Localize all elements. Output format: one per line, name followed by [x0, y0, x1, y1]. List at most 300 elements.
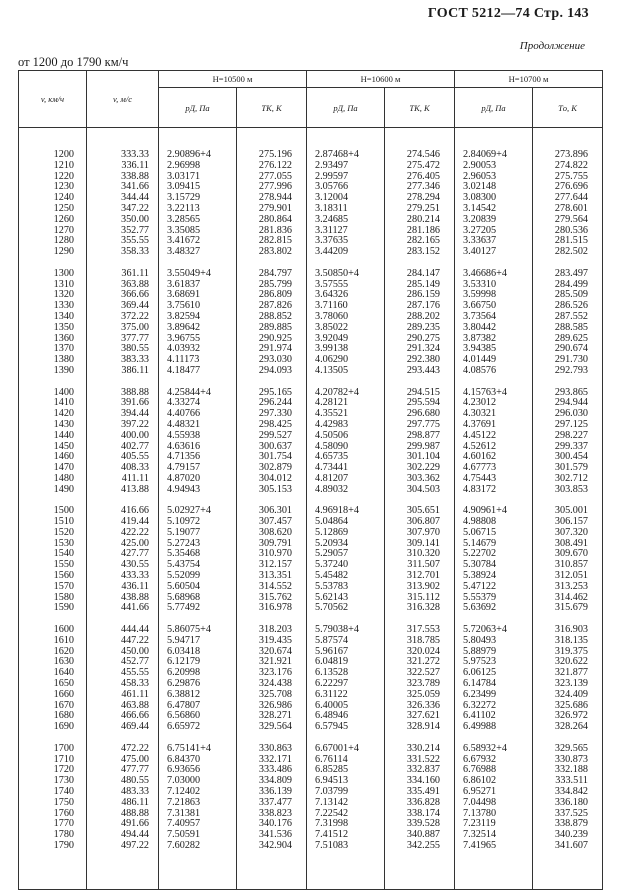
cell-pressure: 3.02148	[455, 182, 533, 193]
cell-temperature: 320.024	[385, 647, 455, 658]
cell-pressure: 6.56860	[159, 711, 237, 722]
cell-v-kmh: 1620	[19, 647, 87, 658]
cell-v-ms: 433.33	[87, 571, 159, 582]
cell-temperature: 323.789	[385, 679, 455, 690]
cell-temperature: 315.112	[385, 593, 455, 604]
cell-temperature: 277.346	[385, 182, 455, 193]
cell-temperature: 304.012	[237, 474, 307, 485]
cell-v-kmh: 1370	[19, 344, 87, 355]
cell-temperature: 310.857	[533, 560, 603, 571]
cell-v-kmh: 1480	[19, 474, 87, 485]
cell-v-ms: 422.22	[87, 528, 159, 539]
table-row	[19, 128, 603, 161]
cell-temperature: 318.135	[533, 636, 603, 647]
table-row	[19, 711, 603, 722]
cell-pressure: 3.31127	[307, 226, 385, 237]
cell-v-ms: 430.55	[87, 560, 159, 571]
cell-pressure: 3.05766	[307, 182, 385, 193]
cell-pressure: 6.95271	[455, 787, 533, 798]
cell-pressure: 6.75141+4	[159, 744, 237, 755]
group-spacer	[19, 377, 603, 388]
cell-v-kmh: 1750	[19, 798, 87, 809]
table-row	[19, 744, 603, 755]
cell-v-kmh: 1320	[19, 290, 87, 301]
cell-pressure: 3.41672	[159, 236, 237, 247]
cell-temperature: 326.336	[385, 701, 455, 712]
cell-temperature: 310.970	[237, 549, 307, 560]
cell-temperature: 286.809	[237, 290, 307, 301]
cell-v-kmh: 1210	[19, 161, 87, 172]
cell-temperature: 287.176	[385, 301, 455, 312]
cell-temperature: 305.651	[385, 506, 455, 517]
cell-v-ms: 397.22	[87, 420, 159, 431]
cell-temperature: 282.502	[533, 247, 603, 258]
cell-v-ms: 491.66	[87, 819, 159, 830]
table-row	[19, 161, 603, 172]
cell-temperature: 326.986	[237, 701, 307, 712]
cell-pressure: 4.13505	[307, 366, 385, 377]
cell-temperature: 336.139	[237, 787, 307, 798]
cell-pressure: 2.96053	[455, 172, 533, 183]
spacer-cell	[19, 614, 87, 625]
cell-pressure: 7.21863	[159, 798, 237, 809]
cell-v-kmh: 1780	[19, 830, 87, 841]
cell-temperature: 295.165	[237, 388, 307, 399]
cell-v-kmh: 1310	[19, 280, 87, 291]
cell-temperature: 332.837	[385, 765, 455, 776]
cell-pressure: 3.28565	[159, 215, 237, 226]
cell-temperature: 316.328	[385, 603, 455, 614]
cell-v-kmh: 1690	[19, 722, 87, 733]
cell-temperature: 308.491	[533, 539, 603, 550]
col-group-10700: H=10700 м	[455, 71, 603, 88]
cell-pressure: 5.53783	[307, 582, 385, 593]
cell-pressure: 5.30784	[455, 560, 533, 571]
table-row	[19, 409, 603, 420]
table-row	[19, 182, 603, 193]
cell-v-ms: 350.00	[87, 215, 159, 226]
cell-pressure: 5.19077	[159, 528, 237, 539]
cell-v-kmh: 1240	[19, 193, 87, 204]
cell-v-kmh: 1270	[19, 226, 87, 237]
cell-v-kmh: 1430	[19, 420, 87, 431]
cell-pressure: 5.55379	[455, 593, 533, 604]
cell-pressure: 5.70562	[307, 603, 385, 614]
cell-v-ms: 355.55	[87, 236, 159, 247]
cell-temperature: 299.337	[533, 442, 603, 453]
cell-pressure: 4.52612	[455, 442, 533, 453]
cell-v-kmh: 1730	[19, 776, 87, 787]
cell-temperature: 283.152	[385, 247, 455, 258]
cell-temperature: 302.879	[237, 463, 307, 474]
cell-temperature: 274.822	[533, 161, 603, 172]
table-row	[19, 528, 603, 539]
cell-pressure: 5.20934	[307, 539, 385, 550]
cell-temperature: 307.970	[385, 528, 455, 539]
cell-pressure: 5.96167	[307, 647, 385, 658]
cell-temperature: 281.515	[533, 236, 603, 247]
cell-pressure: 3.27205	[455, 226, 533, 237]
cell-pressure: 3.66750	[455, 301, 533, 312]
cell-v-ms: 361.11	[87, 269, 159, 280]
cell-v-kmh: 1700	[19, 744, 87, 755]
cell-temperature: 279.564	[533, 215, 603, 226]
table-row	[19, 603, 603, 614]
table-row	[19, 582, 603, 593]
cell-pressure: 4.60162	[455, 452, 533, 463]
cell-pressure: 3.80442	[455, 323, 533, 334]
cell-temperature: 330.873	[533, 755, 603, 766]
cell-temperature: 294.515	[385, 388, 455, 399]
cell-temperature: 312.051	[533, 571, 603, 582]
cell-pressure: 3.96755	[159, 334, 237, 345]
spacer-cell	[455, 377, 533, 388]
cell-temperature: 280.214	[385, 215, 455, 226]
cell-pressure: 3.44209	[307, 247, 385, 258]
cell-pressure: 3.15729	[159, 193, 237, 204]
cell-v-kmh: 1230	[19, 182, 87, 193]
cell-temperature: 297.125	[533, 420, 603, 431]
table-row	[19, 226, 603, 237]
cell-temperature: 283.802	[237, 247, 307, 258]
cell-temperature: 293.865	[533, 388, 603, 399]
cell-temperature: 324.438	[237, 679, 307, 690]
cell-temperature: 318.203	[237, 625, 307, 636]
cell-pressure: 4.98808	[455, 517, 533, 528]
cell-v-kmh: 1440	[19, 431, 87, 442]
cell-pressure: 3.46686+4	[455, 269, 533, 280]
cell-pressure: 6.58932+4	[455, 744, 533, 755]
cell-v-kmh: 1760	[19, 809, 87, 820]
continuation-note: Продолжение	[519, 40, 585, 52]
cell-pressure: 3.35085	[159, 226, 237, 237]
cell-v-ms: 375.00	[87, 323, 159, 334]
cell-v-ms: 400.00	[87, 431, 159, 442]
cell-temperature: 313.351	[237, 571, 307, 582]
table-row	[19, 344, 603, 355]
cell-temperature: 309.791	[237, 539, 307, 550]
cell-pressure: 6.40005	[307, 701, 385, 712]
col-header-pressure: pД, Па	[159, 88, 237, 128]
cell-pressure: 5.94717	[159, 636, 237, 647]
table-row	[19, 312, 603, 323]
cell-pressure: 5.77492	[159, 603, 237, 614]
table-row	[19, 334, 603, 345]
cell-pressure: 3.99138	[307, 344, 385, 355]
cell-temperature: 292.793	[533, 366, 603, 377]
cell-temperature: 273.896	[533, 128, 603, 161]
cell-temperature: 275.472	[385, 161, 455, 172]
cell-v-kmh: 1550	[19, 560, 87, 571]
cell-v-ms: 366.66	[87, 290, 159, 301]
cell-pressure: 6.49988	[455, 722, 533, 733]
range-caption: от 1200 до 1790 км/ч	[18, 55, 129, 69]
cell-v-kmh: 1630	[19, 657, 87, 668]
cell-v-kmh: 1390	[19, 366, 87, 377]
cell-temperature: 323.139	[533, 679, 603, 690]
spacer-cell	[533, 377, 603, 388]
cell-v-ms: 477.77	[87, 765, 159, 776]
cell-pressure: 3.92049	[307, 334, 385, 345]
cell-temperature: 307.320	[533, 528, 603, 539]
cell-temperature: 294.093	[237, 366, 307, 377]
spacer-cell	[19, 258, 87, 269]
group-spacer	[19, 733, 603, 744]
cell-pressure: 5.63692	[455, 603, 533, 614]
cell-pressure: 6.47807	[159, 701, 237, 712]
cell-pressure: 5.45482	[307, 571, 385, 582]
table-row	[19, 625, 603, 636]
cell-temperature: 280.536	[533, 226, 603, 237]
spacer-cell	[159, 377, 237, 388]
cell-temperature: 292.380	[385, 355, 455, 366]
col-header-pressure: pД, Па	[307, 88, 385, 128]
cell-v-ms: 363.88	[87, 280, 159, 291]
cell-pressure: 3.75610	[159, 301, 237, 312]
cell-pressure: 5.10972	[159, 517, 237, 528]
table-row	[19, 765, 603, 776]
table-row	[19, 485, 603, 496]
cell-v-ms: 358.33	[87, 247, 159, 258]
cell-pressure: 6.14784	[455, 679, 533, 690]
spacer-cell	[237, 377, 307, 388]
cell-v-ms: 455.55	[87, 668, 159, 679]
cell-pressure: 3.85022	[307, 323, 385, 334]
cell-v-kmh: 1330	[19, 301, 87, 312]
cell-v-ms: 347.22	[87, 204, 159, 215]
col-header-temperature: TК, К	[237, 88, 307, 128]
cell-v-ms: 466.66	[87, 711, 159, 722]
cell-v-kmh: 1590	[19, 603, 87, 614]
cell-pressure: 5.88979	[455, 647, 533, 658]
cell-pressure: 6.38812	[159, 690, 237, 701]
table-row	[19, 657, 603, 668]
cell-pressure: 7.03799	[307, 787, 385, 798]
cell-pressure: 3.57555	[307, 280, 385, 291]
cell-pressure: 7.41512	[307, 830, 385, 841]
cell-pressure: 2.93497	[307, 161, 385, 172]
cell-pressure: 4.94943	[159, 485, 237, 496]
spacer-cell	[19, 377, 87, 388]
cell-pressure: 3.50850+4	[307, 269, 385, 280]
cell-pressure: 4.71356	[159, 452, 237, 463]
cell-v-kmh: 1790	[19, 841, 87, 890]
cell-temperature: 313.902	[385, 582, 455, 593]
spacer-cell	[19, 733, 87, 744]
table-row	[19, 280, 603, 291]
cell-temperature: 276.405	[385, 172, 455, 183]
standard-page-header: ГОСТ 5212—74 Стр. 143	[427, 6, 589, 21]
cell-v-ms: 411.11	[87, 474, 159, 485]
cell-v-ms: 450.00	[87, 647, 159, 658]
cell-v-ms: 419.44	[87, 517, 159, 528]
table-row	[19, 442, 603, 453]
cell-temperature: 313.253	[533, 582, 603, 593]
cell-v-kmh: 1680	[19, 711, 87, 722]
cell-temperature: 274.546	[385, 128, 455, 161]
cell-temperature: 321.921	[237, 657, 307, 668]
cell-temperature: 301.754	[237, 452, 307, 463]
cell-pressure: 4.37691	[455, 420, 533, 431]
cell-pressure: 5.06715	[455, 528, 533, 539]
cell-temperature: 296.030	[533, 409, 603, 420]
cell-pressure: 4.18477	[159, 366, 237, 377]
cell-v-kmh: 1470	[19, 463, 87, 474]
cell-pressure: 3.61837	[159, 280, 237, 291]
table-row	[19, 571, 603, 582]
cell-temperature: 286.526	[533, 301, 603, 312]
cell-temperature: 287.826	[237, 301, 307, 312]
cell-temperature: 333.511	[533, 776, 603, 787]
cell-v-ms: 405.55	[87, 452, 159, 463]
cell-v-ms: 483.33	[87, 787, 159, 798]
table-row	[19, 593, 603, 604]
cell-temperature: 325.686	[533, 701, 603, 712]
cell-v-ms: 336.11	[87, 161, 159, 172]
cell-v-ms: 383.33	[87, 355, 159, 366]
cell-v-ms: 413.88	[87, 485, 159, 496]
table-row	[19, 172, 603, 183]
cell-temperature: 309.670	[533, 549, 603, 560]
cell-pressure: 4.15763+4	[455, 388, 533, 399]
cell-pressure: 4.25844+4	[159, 388, 237, 399]
cell-temperature: 342.904	[237, 841, 307, 890]
table-row	[19, 247, 603, 258]
cell-pressure: 5.86075+4	[159, 625, 237, 636]
cell-pressure: 3.24685	[307, 215, 385, 226]
cell-pressure: 5.04864	[307, 517, 385, 528]
cell-v-ms: 386.11	[87, 366, 159, 377]
cell-v-kmh: 1340	[19, 312, 87, 323]
cell-temperature: 301.579	[533, 463, 603, 474]
spacer-cell	[19, 496, 87, 507]
cell-temperature: 338.879	[533, 819, 603, 830]
cell-v-ms: 333.33	[87, 128, 159, 161]
cell-temperature: 303.362	[385, 474, 455, 485]
cell-v-ms: 438.88	[87, 593, 159, 604]
cell-pressure: 4.20782+4	[307, 388, 385, 399]
cell-v-kmh: 1570	[19, 582, 87, 593]
cell-temperature: 294.944	[533, 398, 603, 409]
cell-pressure: 2.90053	[455, 161, 533, 172]
cell-temperature: 306.807	[385, 517, 455, 528]
cell-v-ms: 497.22	[87, 841, 159, 890]
table-row	[19, 204, 603, 215]
spacer-cell	[87, 377, 159, 388]
cell-pressure: 4.79157	[159, 463, 237, 474]
cell-pressure: 5.62143	[307, 593, 385, 604]
cell-v-kmh: 1490	[19, 485, 87, 496]
col-header-pressure: pД, Па	[455, 88, 533, 128]
cell-pressure: 6.41102	[455, 711, 533, 722]
cell-pressure: 6.93656	[159, 765, 237, 776]
cell-pressure: 4.33274	[159, 398, 237, 409]
table-row	[19, 431, 603, 442]
cell-v-ms: 352.77	[87, 226, 159, 237]
cell-v-ms: 394.44	[87, 409, 159, 420]
cell-pressure: 3.40127	[455, 247, 533, 258]
cell-pressure: 5.52099	[159, 571, 237, 582]
cell-v-kmh: 1220	[19, 172, 87, 183]
cell-v-ms: 388.88	[87, 388, 159, 399]
cell-v-kmh: 1200	[19, 128, 87, 161]
col-header-v-kmh: v, км/ч	[19, 71, 87, 128]
cell-temperature: 296.244	[237, 398, 307, 409]
cell-pressure: 6.29876	[159, 679, 237, 690]
cell-v-kmh: 1710	[19, 755, 87, 766]
cell-pressure: 4.63616	[159, 442, 237, 453]
cell-temperature: 281.836	[237, 226, 307, 237]
cell-v-kmh: 1260	[19, 215, 87, 226]
cell-pressure: 7.51083	[307, 841, 385, 890]
cell-pressure: 5.43754	[159, 560, 237, 571]
cell-pressure: 7.41965	[455, 841, 533, 890]
cell-temperature: 325.708	[237, 690, 307, 701]
cell-temperature: 284.147	[385, 269, 455, 280]
group-spacer	[19, 614, 603, 625]
cell-pressure: 5.29057	[307, 549, 385, 560]
cell-v-ms: 436.11	[87, 582, 159, 593]
cell-pressure: 4.96918+4	[307, 506, 385, 517]
cell-pressure: 4.28121	[307, 398, 385, 409]
cell-pressure: 7.32514	[455, 830, 533, 841]
cell-v-kmh: 1300	[19, 269, 87, 280]
cell-temperature: 332.188	[533, 765, 603, 776]
cell-pressure: 7.13142	[307, 798, 385, 809]
cell-temperature: 329.565	[533, 744, 603, 755]
cell-temperature: 324.409	[533, 690, 603, 701]
cell-pressure: 7.60282	[159, 841, 237, 890]
cell-pressure: 2.90896+4	[159, 128, 237, 161]
cell-temperature: 298.425	[237, 420, 307, 431]
cell-temperature: 300.454	[533, 452, 603, 463]
cell-temperature: 334.160	[385, 776, 455, 787]
cell-pressure: 4.40766	[159, 409, 237, 420]
table-row	[19, 355, 603, 366]
cell-pressure: 2.84069+4	[455, 128, 533, 161]
cell-v-kmh: 1250	[19, 204, 87, 215]
cell-pressure: 6.65972	[159, 722, 237, 733]
cell-temperature: 277.055	[237, 172, 307, 183]
cell-pressure: 3.53310	[455, 280, 533, 291]
table-row	[19, 301, 603, 312]
cell-temperature: 328.914	[385, 722, 455, 733]
cell-pressure: 3.37635	[307, 236, 385, 247]
table-row	[19, 776, 603, 787]
cell-temperature: 276.122	[237, 161, 307, 172]
cell-pressure: 3.71160	[307, 301, 385, 312]
cell-v-kmh: 1450	[19, 442, 87, 453]
cell-temperature: 314.462	[533, 593, 603, 604]
cell-temperature: 291.974	[237, 344, 307, 355]
cell-temperature: 301.104	[385, 452, 455, 463]
cell-temperature: 338.823	[237, 809, 307, 820]
cell-temperature: 303.853	[533, 485, 603, 496]
cell-v-ms: 427.77	[87, 549, 159, 560]
cell-pressure: 3.89642	[159, 323, 237, 334]
cell-v-ms: 377.77	[87, 334, 159, 345]
cell-temperature: 305.153	[237, 485, 307, 496]
cell-v-ms: 444.44	[87, 625, 159, 636]
cell-temperature: 284.797	[237, 269, 307, 280]
cell-pressure: 5.97523	[455, 657, 533, 668]
cell-pressure: 5.37240	[307, 560, 385, 571]
cell-temperature: 298.877	[385, 431, 455, 442]
cell-v-ms: 488.88	[87, 809, 159, 820]
cell-temperature: 341.536	[237, 830, 307, 841]
cell-pressure: 3.33637	[455, 236, 533, 247]
col-group-10600: H=10600 м	[307, 71, 455, 88]
